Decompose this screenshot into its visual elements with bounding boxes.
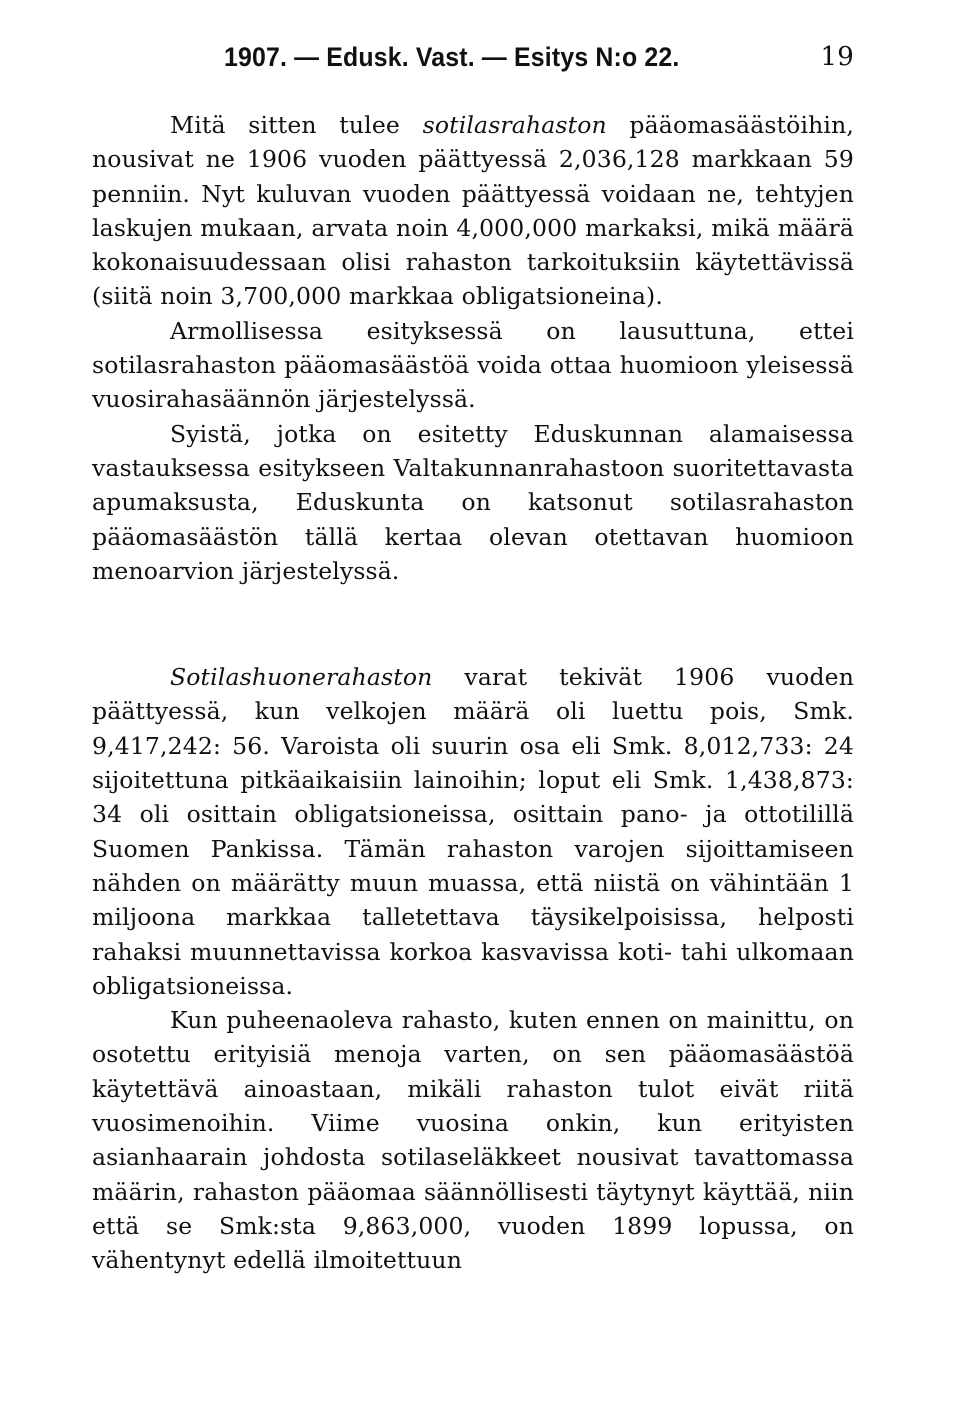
page-header bbox=[92, 38, 854, 78]
document-page bbox=[92, 38, 854, 1278]
running-title: 1907. — Edusk. Vast. — Esitys N:o 22. bbox=[224, 42, 680, 72]
paragraph-rahasto-usage: Kun puheenaoleva rahasto, kuten ennen on mainittu, on osotettu erityisiä menoja varten, on sen pääomasäästöä käytettävä ainoastaan, mikäli rahaston tulot eivät riitä vuosimenoihin. Viime vuosina onkin, kun erityisten asianhaarain johdosta sotilaseläkkeet nousivat tavattomassa määrin, rahaston pääomaa säännöllisesti täytynyt käyttää, niin että se Smk:sta 9,863,000, vuoden 1899 lopussa, on vähentynyt edellä ilmoitettuun bbox=[92, 1006, 854, 1275]
page-number: 19 bbox=[820, 42, 854, 72]
paragraph-sotilashuonerahasto-assets: Sotilashuonerahaston varat tekivät 1906 vuoden päättyessä, kun velkojen määrä oli luettu pois, Smk. 9,417,242: 56. Varoista oli suurin osa eli Smk. 8,012,733: 24 sijoitettuna pitkäaikaisiin lainoihin; loput eli Smk. 1,438,873: 34 oli osittain obligatsioneissa, osittain pano- ja ottotilillä Suomen Pankissa. Tämän rahaston varojen sijoittamiseen nähden on määrätty muun muassa, että niistä on vähintään 1 miljoona markkaa talletettava täysikelpoisissa, helposti rahaksi muunnettavissa korkoa kasvavissa koti- tahi ulkomaan obligatsioneissa. bbox=[92, 663, 854, 1000]
italic-term-sotilasrahaston: sotilasrahaston bbox=[422, 111, 607, 139]
paragraph-eduskunta-opinion: Syistä, jotka on esitetty Eduskunnan alamaisessa vastauksessa esitykseen Valtakunnanrahastoon suoritettavasta apumaksusta, Eduskunta on katsonut sotilasrahaston pääomasäästön tällä kertaa olevan otettavan huomioon menoarvion järjestelyssä. bbox=[92, 419, 854, 585]
paragraph-sotilasrahasto-savings: Mitä sitten tulee sotilasrahaston pääomasäästöihin, nousivat ne 1906 vuoden päättyessä 2,036,128 markkaan 59 penniin. Nyt kuluvan vuoden päättyessä voidaan ne, tehtyjen laskujen mukaan, arvata noin 4,000,000 markaksi, mikä määrä kokonaisuudessaan olisi rahaston tarkoituksiin käytettävissä (siitä noin 3,700,000 markkaa obligatsioneina). bbox=[92, 111, 854, 311]
italic-term-sotilashuonerahaston: Sotilashuonerahaston bbox=[170, 663, 433, 692]
text-block-sotilashuonerahasto bbox=[92, 660, 854, 1277]
paragraph-armollinen-esitys: Armollisessa esityksessä on lausuttuna, ettei sotilasrahaston pääomasäästöä voida ottaa huomioon yleisessä vuosirahasäännön järjestelyssä. bbox=[92, 316, 854, 414]
text-block-sotilasrahasto bbox=[92, 108, 854, 588]
